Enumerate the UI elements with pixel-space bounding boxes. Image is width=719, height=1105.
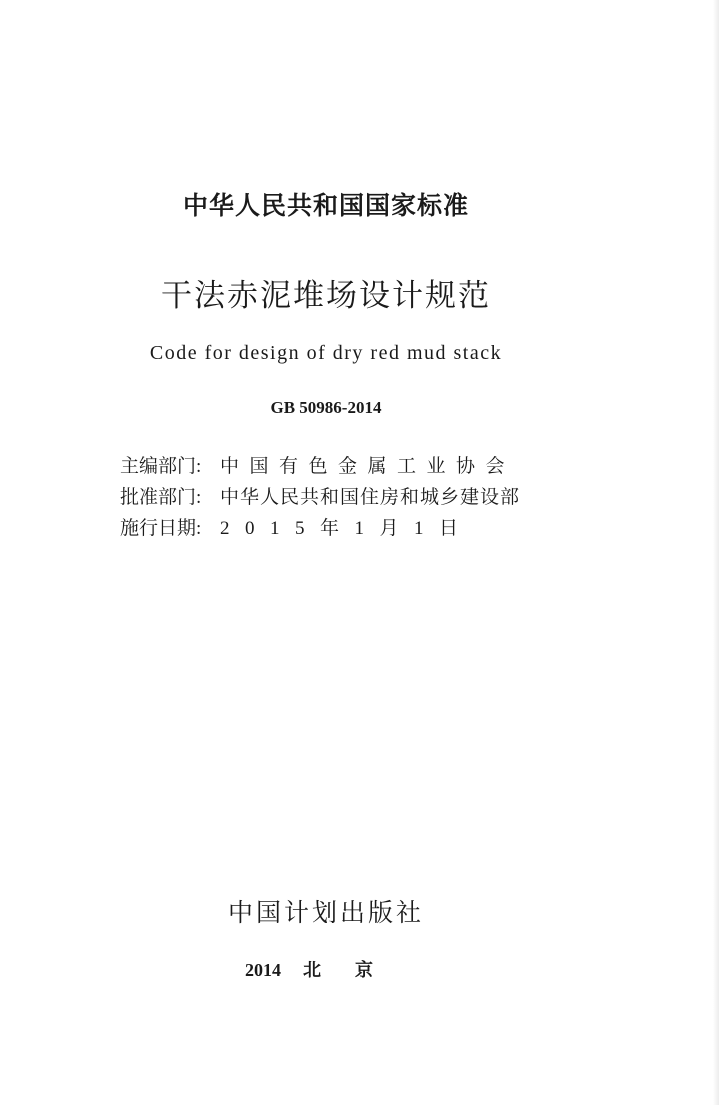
standard-code: GB 50986-2014 [270, 398, 382, 417]
approver-value: 中华人民共和国住房和城乡建设部 [220, 487, 521, 508]
approver-label: 批准部门: [120, 487, 202, 508]
approver-row [120, 482, 520, 513]
editor-value: 中国有色金属工业协会 [220, 456, 516, 477]
effective-date-label: 施行日期: [120, 518, 202, 539]
standard-label: 中华人民共和国国家标准 [182, 191, 469, 220]
editor-row [120, 451, 520, 482]
title-chinese: 干法赤泥堆场设计规范 [161, 278, 491, 314]
editor-label: 主编部门: [120, 456, 202, 477]
publication-year: 2014 [245, 960, 281, 980]
issuance-info [120, 451, 520, 544]
effective-date-value: 2015年1月1日 [220, 518, 474, 539]
publication-line [0, 956, 652, 982]
publisher-name: 中国计划出版社 [227, 898, 424, 927]
effective-date-row [120, 513, 520, 544]
publication-city: 北京 [303, 960, 407, 980]
page-edge-shadow [713, 0, 719, 1105]
title-english: Code for design of dry red mud stack [149, 342, 503, 364]
